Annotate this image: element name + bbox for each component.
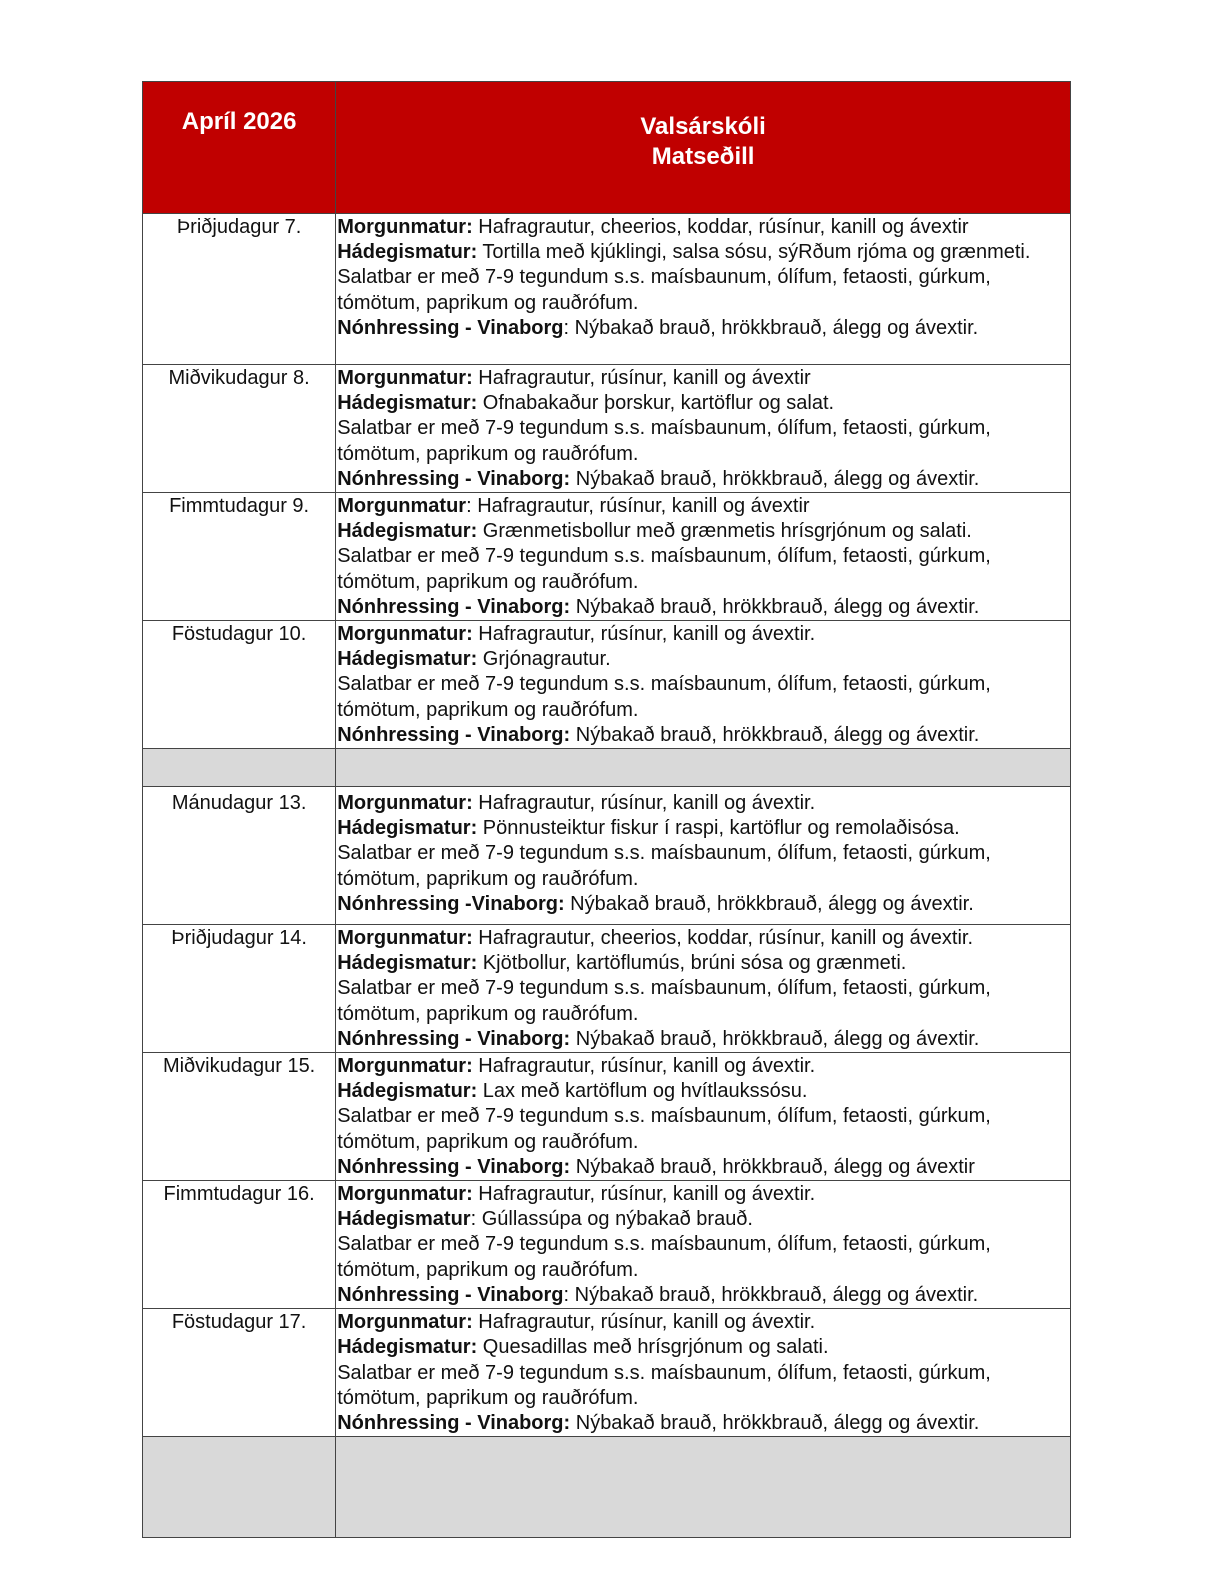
separator-cell [336,749,1071,787]
salad-bar-line: Salatbar er með 7-9 tegundum s.s. maísbaunum, ólífum, fetaosti, gúrkum, tómötum, paprikum og rauðrófum. [337,417,991,465]
empty-cell [143,1437,336,1538]
lunch-text: : Gúllassúpa og nýbakað brauð. [470,1208,753,1231]
day-row [143,787,1071,925]
breakfast-line [337,215,1070,240]
lunch-label: Hádegismatur: [337,1336,478,1359]
salad-bar-line: Salatbar er með 7-9 tegundum s.s. maísbaunum, ólífum, fetaosti, gúrkum, tómötum, paprikum og rauðrófum. [337,1233,991,1281]
snack-label: Nónhressing - Vinaborg: [337,1411,571,1434]
lunch-label: Hádegismatur: [337,392,478,415]
snack-line [337,723,1070,748]
lunch-line [337,951,1070,976]
day-menu [336,621,1071,749]
breakfast-label: Morgunmatur: [337,1055,473,1078]
school-name: Valsárskóli [640,113,766,140]
snack-line [337,1027,1070,1052]
breakfast-text: Hafragrautur, cheerios, koddar, rúsínur, kanill og ávextir. [472,927,974,950]
snack-label: Nónhressing - Vinaborg: [337,1027,571,1050]
day-label: Fimmtudagur 9. [143,493,336,621]
breakfast-text: Hafragrautur, cheerios, koddar, rúsínur, kanill og ávextir [472,216,969,238]
lunch-text: Lax með kartöflum og hvítlaukssósu. [477,1080,808,1103]
menu-table [142,81,1071,1538]
salad-bar-line: Salatbar er með 7-9 tegundum s.s. maísbaunum, ólífum, fetaosti, gúrkum, tómötum, paprikum og rauðrófum. [337,1361,991,1409]
day-label: Föstudagur 10. [143,621,336,749]
breakfast-line [337,791,1070,816]
breakfast-text: Hafragrautur, rúsínur, kanill og ávextir. [472,1055,816,1078]
breakfast-line [337,366,1070,391]
day-label: Föstudagur 17. [143,1309,336,1437]
breakfast-line [337,494,1070,519]
snack-text: Nýbakað brauð, hrökkbrauð, álegg og ávextir. [570,723,980,746]
weekend-separator-row [143,749,1071,787]
day-label: Þriðjudagur 14. [143,925,336,1053]
lunch-line [337,519,1070,544]
breakfast-text: Hafragrautur, rúsínur, kanill og ávextir. [472,1183,816,1206]
day-label: Fimmtudagur 16. [143,1181,336,1309]
breakfast-text: Hafragrautur, rúsínur, kanill og ávextir [472,367,811,389]
breakfast-label: Morgunmatur: [337,623,473,646]
empty-footer-row [143,1437,1071,1538]
snack-text: Nýbakað brauð, hrökkbrauð, álegg og ávextir. [570,1411,980,1434]
lunch-text: Grjónagrautur. [477,648,611,671]
lunch-label: Hádegismatur [337,1208,471,1231]
day-row [143,214,1071,365]
snack-text: Nýbakað brauð, hrökkbrauð, álegg og ávextir. [570,467,980,490]
salad-bar-line: Salatbar er með 7-9 tegundum s.s. maísbaunum, ólífum, fetaosti, gúrkum, tómötum, paprikum og rauðrófum. [337,977,991,1025]
day-menu [336,493,1071,621]
day-row [143,493,1071,621]
day-row [143,1053,1071,1181]
snack-line [337,892,1070,917]
breakfast-text: Hafragrautur, rúsínur, kanill og ávextir. [472,792,816,815]
snack-label: Nónhressing - Vinaborg [337,316,564,339]
snack-label: Nónhressing - Vinaborg: [337,595,571,618]
breakfast-label: Morgunmatur: [337,927,473,950]
lunch-text: Grænmetisbollur með grænmetis hrísgrjónum og salati. [477,520,972,543]
lunch-text: Pönnusteiktur fiskur í raspi, kartöflur og remolaðisósa. [477,817,960,840]
breakfast-line [337,926,1070,951]
snack-line [337,1411,1070,1436]
lunch-text: Tortilla með kjúklingi, salsa sósu, sýRðum rjóma og grænmeti. [477,241,1031,264]
lunch-label: Hádegismatur: [337,241,478,264]
breakfast-line [337,1310,1070,1335]
lunch-text: Quesadillas með hrísgrjónum og salati. [477,1336,829,1359]
lunch-line [337,1335,1070,1360]
day-row [143,365,1071,493]
day-menu [336,1053,1071,1181]
snack-label: Nónhressing - Vinaborg: [337,1155,571,1178]
breakfast-text: Hafragrautur, rúsínur, kanill og ávextir. [472,1311,816,1334]
snack-text: Nýbakað brauð, hrökkbrauð, álegg og ávextir. [564,892,974,915]
lunch-label: Hádegismatur: [337,648,478,671]
snack-label: Nónhressing - Vinaborg: [337,467,571,490]
salad-bar-line: Salatbar er með 7-9 tegundum s.s. maísbaunum, ólífum, fetaosti, gúrkum, tómötum, paprikum og rauðrófum. [337,1105,991,1153]
breakfast-label: Morgunmatur: [337,792,473,815]
day-menu [336,787,1071,925]
day-row [143,1181,1071,1309]
day-menu [336,214,1071,365]
day-menu [336,365,1071,493]
snack-text: Nýbakað brauð, hrökkbrauð, álegg og ávextir [570,1155,975,1178]
breakfast-line [337,1054,1070,1079]
breakfast-label: Morgunmatur: [337,367,473,389]
lunch-line [337,391,1070,416]
day-row [143,1309,1071,1437]
snack-label: Nónhressing -Vinaborg: [337,892,565,915]
lunch-text: Kjötbollur, kartöflumús, brúni sósa og grænmeti. [477,952,907,975]
salad-bar-line: Salatbar er með 7-9 tegundum s.s. maísbaunum, ólífum, fetaosti, gúrkum, tómötum, paprikum og rauðrófum. [337,266,991,314]
lunch-line [337,816,1070,841]
header-row [143,82,1071,214]
snack-label: Nónhressing - Vinaborg [337,1283,564,1306]
snack-label: Nónhressing - Vinaborg: [337,723,571,746]
breakfast-line [337,1182,1070,1207]
lunch-line [337,647,1070,672]
menu-heading: Matseðill [651,143,755,170]
day-row [143,925,1071,1053]
menu-title [336,82,1071,214]
lunch-line [337,1079,1070,1104]
lunch-label: Hádegismatur: [337,1080,478,1103]
snack-line [337,467,1070,492]
snack-text: : Nýbakað brauð, hrökkbrauð, álegg og ávextir. [563,316,979,339]
lunch-label: Hádegismatur: [337,952,478,975]
day-label: Þriðjudagur 7. [143,214,336,365]
lunch-label: Hádegismatur: [337,520,478,543]
day-row [143,621,1071,749]
breakfast-line [337,622,1070,647]
snack-line [337,1155,1070,1180]
empty-cell [336,1437,1071,1538]
lunch-label: Hádegismatur: [337,817,478,840]
day-menu [336,925,1071,1053]
salad-bar-line: Salatbar er með 7-9 tegundum s.s. maísbaunum, ólífum, fetaosti, gúrkum, tómötum, paprikum og rauðrófum. [337,842,991,890]
breakfast-text: Hafragrautur, rúsínur, kanill og ávextir. [472,623,816,646]
day-label: Mánudagur 13. [143,787,336,925]
day-label: Miðvikudagur 15. [143,1053,336,1181]
snack-line [337,316,1070,341]
day-label: Miðvikudagur 8. [143,365,336,493]
breakfast-label: Morgunmatur: [337,1311,473,1334]
lunch-text: Ofnabakaður þorskur, kartöflur og salat. [477,392,835,415]
day-menu [336,1309,1071,1437]
breakfast-text: : Hafragrautur, rúsínur, kanill og ávextir [466,495,810,518]
salad-bar-line: Salatbar er með 7-9 tegundum s.s. maísbaunum, ólífum, fetaosti, gúrkum, tómötum, paprikum og rauðrófum. [337,545,991,593]
breakfast-label: Morgunmatur [337,495,467,518]
breakfast-label: Morgunmatur: [337,1183,473,1206]
salad-bar-line: Salatbar er með 7-9 tegundum s.s. maísbaunum, ólífum, fetaosti, gúrkum, tómötum, paprikum og rauðrófum. [337,673,991,721]
month-title: Apríl 2026 [143,82,336,214]
snack-line [337,595,1070,620]
snack-line [337,1283,1070,1308]
snack-text: : Nýbakað brauð, hrökkbrauð, álegg og ávextir. [563,1283,979,1306]
lunch-line [337,240,1070,265]
day-menu [336,1181,1071,1309]
snack-text: Nýbakað brauð, hrökkbrauð, álegg og ávextir. [570,1027,980,1050]
snack-text: Nýbakað brauð, hrökkbrauð, álegg og ávextir. [570,595,980,618]
separator-cell [143,749,336,787]
lunch-line [337,1207,1070,1232]
breakfast-label: Morgunmatur: [337,216,473,238]
